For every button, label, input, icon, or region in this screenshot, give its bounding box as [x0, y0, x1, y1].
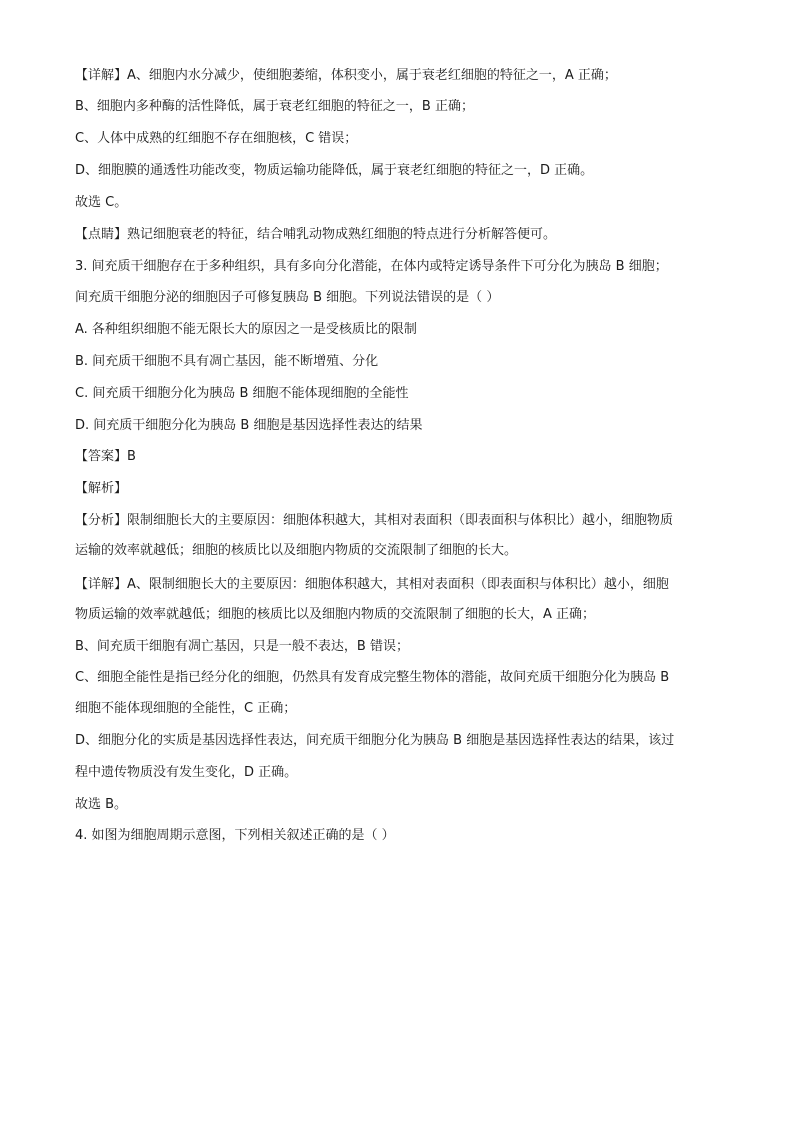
question-3-option-d: D. 间充质干细胞分化为胰岛 B 细胞是基因选择性表达的结果 [75, 418, 423, 433]
question-3-analysis-heading: 【解析】 [75, 481, 128, 496]
question-3-detail-b: B、间充质干细胞有凋亡基因，只是一般不表达，B 错误； [75, 639, 409, 654]
question-3-detail-a-line-1: 【详解】A、限制细胞长大的主要原因：细胞体积越大，其相对表面积（即表面积与体积比）越小，细胞 [75, 577, 669, 592]
question-3-option-b: B. 间充质干细胞不具有凋亡基因，能不断增殖、分化 [75, 354, 379, 369]
key-point-note: 【点睛】熟记细胞衰老的特征，结合哺乳动物成熟红细胞的特点进行分析解答便可。 [75, 227, 557, 242]
explanation-detail-c: C、人体中成熟的红细胞不存在细胞核，C 错误； [75, 131, 358, 146]
answer-choice-summary: 故选 C。 [75, 195, 128, 210]
question-4-stem: 4. 如图为细胞周期示意图，下列相关叙述正确的是（ ） [75, 828, 395, 843]
question-3-stem-line-2: 间充质干细胞分泌的细胞因子可修复胰岛 B 细胞。下列说法错误的是（ ） [75, 290, 500, 305]
question-3-option-c: C. 间充质干细胞分化为胰岛 B 细胞不能体现细胞的全能性 [75, 386, 409, 401]
question-3-detail-d-line-2: 程中遗传物质没有发生变化，D 正确。 [75, 765, 298, 780]
question-3-detail-a-line-2: 物质运输的效率就越低；细胞的核质比以及细胞内物质的交流限制了细胞的长大，A 正确； [75, 607, 596, 622]
question-3-choice-summary: 故选 B。 [75, 797, 128, 812]
question-3-detail-d-line-1: D、细胞分化的实质是基因选择性表达，间充质干细胞分化为胰岛 B 细胞是基因选择性表达的结果，该过 [75, 733, 675, 748]
question-3-detail-c-line-1: C、细胞全能性是指已经分化的细胞，仍然具有发育成完整生物体的潜能，故间充质干细胞分化为胰岛 B [75, 670, 670, 685]
question-3-stem-line-1: 3. 间充质干细胞存在于多种组织，具有多向分化潜能，在体内或特定诱导条件下可分化为胰岛 B 细胞； [75, 259, 668, 274]
explanation-detail-a: 【详解】A、细胞内水分减少，使细胞萎缩，体积变小，属于衰老红细胞的特征之一，A 正确； [75, 68, 617, 83]
question-3-option-a: A. 各种组织细胞不能无限长大的原因之一是受核质比的限制 [75, 322, 417, 337]
question-3-analysis-line-1: 【分析】限制细胞长大的主要原因：细胞体积越大，其相对表面积（即表面积与体积比）越小，细胞物质 [75, 513, 674, 528]
question-3-analysis-line-2: 运输的效率就越低；细胞的核质比以及细胞内物质的交流限制了细胞的长大。 [75, 543, 518, 558]
question-3-answer: 【答案】B [75, 449, 136, 464]
question-3-detail-c-line-2: 细胞不能体现细胞的全能性，C 正确； [75, 701, 297, 716]
explanation-detail-b: B、细胞内多种酶的活性降低，属于衰老红细胞的特征之一，B 正确； [75, 99, 474, 114]
explanation-detail-d: D、细胞膜的通透性功能改变，物质运输功能降低，属于衰老红细胞的特征之一，D 正确。 [75, 163, 594, 178]
